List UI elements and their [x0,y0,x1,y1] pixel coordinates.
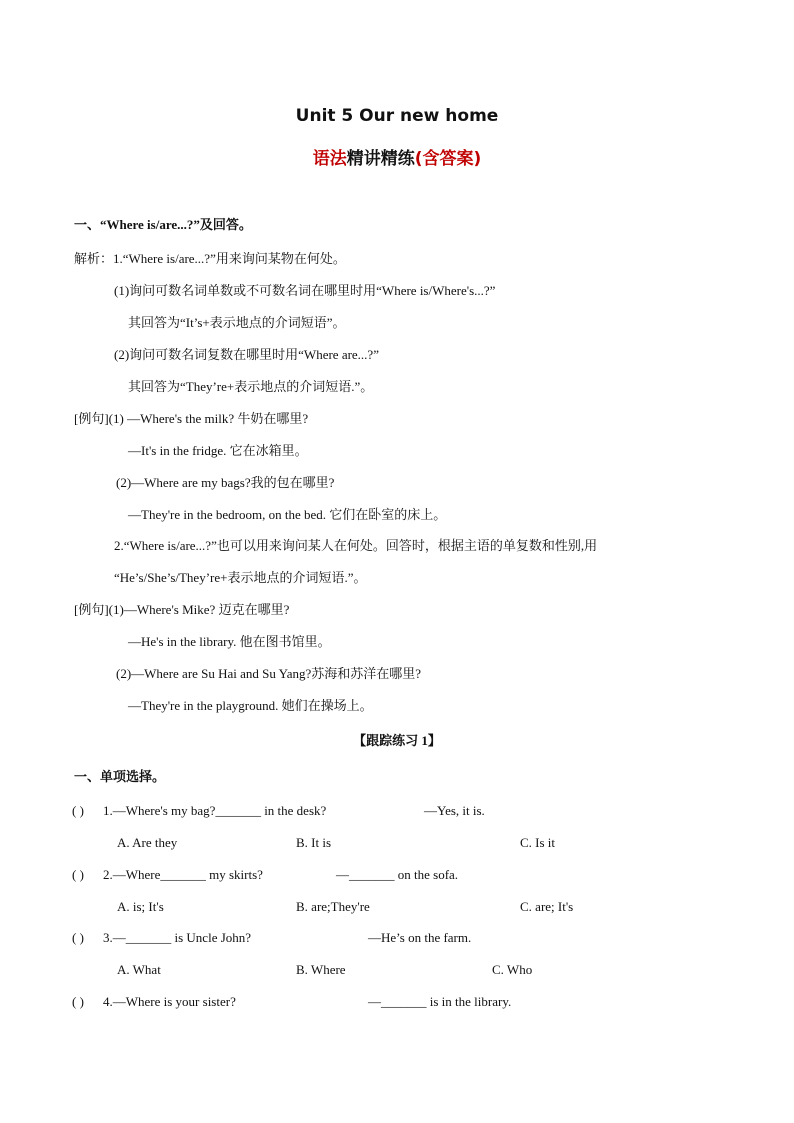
example-line: (2)—Where are my bags?我的包在哪里? [116,475,335,490]
option-b[interactable]: B. It is [296,835,332,850]
analysis-line: 其回答为“They’re+表示地点的介词短语.”。 [128,379,374,394]
example-line: (2)—Where are Su Hai and Su Yang?苏海和苏洋在哪里? [116,666,422,681]
example-line: —He's in the library. 他在图书馆里。 [128,634,331,649]
subtitle-part-answers: (含答案) [414,149,482,169]
option-a[interactable]: A. Are they [117,835,178,850]
answer-blank[interactable]: ( ) [72,803,84,818]
example-line: —They're in the playground. 她们在操场上。 [128,698,373,713]
analysis-line: 2.“Where is/are...?”也可以用来询问某人在何处。回答时，根据主语的单复数和性别,用 [114,538,598,553]
analysis-line: 解析：1.“Where is/are...?”用来询问某物在何处。 [74,251,346,266]
question-reply: —_______ is in the library. [368,994,512,1009]
example-line: —It's in the fridge. 它在冰箱里。 [128,443,308,458]
option-b[interactable]: B. are;They're [296,899,370,914]
option-c[interactable]: C. Is it [520,835,556,850]
subtitle-part-practice: 精讲精练 [346,149,415,169]
question-stem: 3.—_______ is Uncle John? [103,930,252,945]
answer-blank[interactable]: ( ) [72,867,84,882]
practice-heading: 【跟踪练习 1】 [353,733,441,748]
question-stem: 4.—Where is your sister? [103,994,236,1009]
analysis-line: “He’s/She’s/They’re+表示地点的介词短语.”。 [114,570,367,585]
option-c[interactable]: C. are; It's [520,899,574,914]
section1-heading: 一、“Where is/are...?”及回答。 [74,217,252,232]
answer-blank[interactable]: ( ) [72,930,84,945]
analysis-line: (2)询问可数名词复数在哪里时用“Where are...?” [114,347,379,362]
question-stem: 2.—Where_______ my skirts? [103,867,263,882]
question-reply: —_______ on the sofa. [336,867,459,882]
option-c[interactable]: C. Who [492,962,533,977]
option-a[interactable]: A. is; It's [117,899,164,914]
practice-subheading: 一、单项选择。 [74,769,166,784]
question-reply: —He’s on the farm. [368,930,472,945]
example-line: [例句](1)—Where's Mike? 迈克在哪里? [74,602,290,617]
question-reply: —Yes, it is. [424,803,485,818]
analysis-line: (1)询问可数名词单数或不可数名词在哪里时用“Where is/Where's...?” [114,283,496,298]
page-subtitle [0,144,794,169]
example-line: —They're in the bedroom, on the bed. 它们在卧室的床上。 [128,507,447,522]
option-a[interactable]: A. What [117,962,161,977]
analysis-line: 其回答为“It’s+表示地点的介词短语”。 [128,315,346,330]
example-line: [例句](1) —Where's the milk? 牛奶在哪里? [74,411,309,426]
option-b[interactable]: B. Where [296,962,346,977]
subtitle-part-grammar: 语法 [312,149,347,169]
page-title: Unit 5 Our new home [295,106,499,126]
answer-blank[interactable]: ( ) [72,994,84,1009]
question-stem: 1.—Where's my bag?_______ in the desk? [103,803,327,818]
